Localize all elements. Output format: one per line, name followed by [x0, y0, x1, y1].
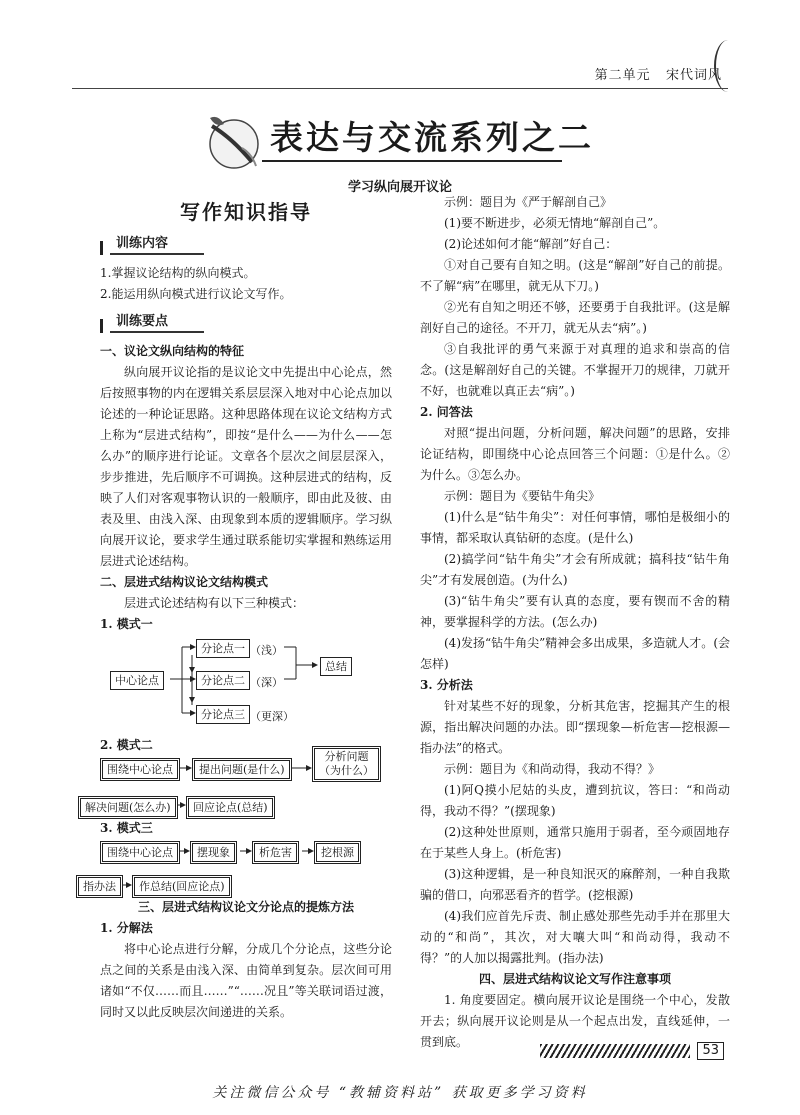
heading-3: 三、层进式结构议论文分论点的提炼方法	[137, 900, 354, 914]
right-paragraph: ①对自己要有自知之明。(这是“解剖”好自己的前提。不了解“病”在哪里，就无从下刀。)	[420, 258, 730, 293]
right-paragraph: (1)什么是“钻牛角尖”：对任何事情，哪怕是极细小的事情，都采取认真钻研的态度。(是什么)	[420, 510, 730, 545]
diagram-box: 析危害	[252, 841, 299, 864]
right-paragraph: (3)“钻牛角尖”要有认真的态度，要有锲而不舍的精神，要掌握科学的方法。(怎么办)	[420, 594, 730, 629]
right-paragraph: 示例：题目为《严于解剖自己》	[444, 195, 613, 209]
header-curve-ornament	[714, 40, 742, 92]
pattern-1-diagram	[100, 635, 392, 731]
right-paragraph: 1. 角度要固定。横向展开议论是围绕一个中心，发散开去；纵向展开议论则是从一个起点出发，直线延伸，一贯到底。	[420, 993, 730, 1049]
diagram-box: 中心论点	[110, 671, 164, 690]
pattern-2-label: 2. 模式二	[100, 738, 153, 752]
right-heading: 四、层进式结构议论文写作注意事项	[478, 972, 671, 986]
heading-training-points: 训练要点	[100, 311, 392, 335]
section-title: 写作知识指导	[180, 200, 312, 224]
heading-2: 二、层进式结构议论文结构模式	[100, 575, 269, 589]
right-paragraph: ③自我批评的勇气来源于对真理的追求和崇高的信念。(这是解剖好自己的关键。不掌握开刀的规律，刀就开不好，也就难以真正去“病”。)	[420, 342, 730, 398]
footer-notice: 关注微信公众号 “教辅资料站” 获取更多学习资料	[212, 1085, 588, 1101]
pattern-2-diagram	[85, 750, 392, 818]
title-underline	[262, 160, 562, 162]
right-paragraph: (2)搞学问“钻牛角尖”才会有所成就；搞科技“钻牛角尖”才有发展创造。(为什么)	[420, 552, 730, 587]
diagram-box: 分论点二	[196, 671, 250, 690]
heading-1: 一、议论文纵向结构的特征	[100, 344, 245, 358]
page-title: 表达与交流系列之二	[270, 118, 594, 157]
right-paragraph: 示例：题目为《和尚动得，我动不得？》	[444, 762, 661, 776]
right-paragraph: (2)论述如何才能“解剖”好自己：	[444, 237, 618, 251]
right-paragraph: (2)这种处世原则，通常只施用于弱者，至今顽固地存在于某些人身上。(析危害)	[420, 825, 730, 860]
right-paragraph: 示例：题目为《要钻牛角尖》	[444, 489, 601, 503]
right-paragraph: 针对某些不好的现象，分析其危害，挖掘其产生的根源，指出解决问题的办法。即“摆现象—析危害—挖根源—指办法”的格式。	[420, 699, 730, 755]
running-header	[595, 64, 722, 83]
pattern-3-diagram	[83, 839, 392, 897]
diagram-box: 分论点一	[196, 639, 250, 658]
diagram-box: 挖根源	[314, 841, 361, 864]
paragraph: 层进式论述结构有以下三种模式：	[124, 596, 305, 610]
page-number-ornament	[540, 1044, 690, 1058]
subtitle: 学习纵向展开议论	[347, 180, 452, 195]
paragraph: 纵向展开议论指的是议论文中先提出中心论点，然后按照事物的内在逻辑关系层层深入地对中心论点加以论述的一种论证思路。这种思路体现在议论文结构方式上称为“层进式结构”，即按“是什么——为什么——怎么办”的顺序进行论证。文章各个层次之间层层深入，步步推进，先后顺序不可调换。这种层进式的结构，反映了人们对客观事物认识的一般顺序，即由此及彼、由表及里、由浅入深、由现象到本质的逻辑顺序。学习纵向展开议论，要求学生通过联系能切实掌握和熟练运用层进式论述结构。	[100, 365, 392, 568]
method-1-label: 1. 分解法	[100, 921, 153, 935]
diagram-box: 提出问题(是什么)	[192, 758, 292, 781]
page-number: 53	[697, 1042, 724, 1060]
diagram-box: 作总结(回应论点)	[132, 875, 232, 898]
header-divider	[72, 88, 728, 89]
diagram-box: 回应论点(总结)	[186, 796, 275, 819]
right-paragraph: (1)要不断进步，必须无情地“解剖自己”。	[444, 216, 666, 230]
right-paragraph: 对照“提出问题，分析问题，解决问题”的思路，安排论证结构，即围绕中心论点回答三个问题：①是什么。②为什么。③怎么办。	[420, 426, 730, 482]
ink-brush-emblem-icon	[202, 108, 266, 172]
header-topic: 宋代词风	[665, 68, 722, 83]
diagram-note: （更深）	[250, 710, 294, 723]
pattern-1-label: 1. 模式一	[100, 617, 153, 631]
diagram-box: 围绕中心论点	[100, 841, 180, 864]
right-paragraph: (3)这种逻辑，是一种良知泯灭的麻醉剂，一种自我欺骗的借口，向邪恶看齐的哲学。(挖根源)	[420, 867, 730, 902]
right-paragraph: ②光有自知之明还不够，还要勇于自我批评。(这是解剖好自己的途径。不开刀，就无从去“病”。)	[420, 300, 730, 335]
right-heading: 3. 分析法	[420, 678, 473, 692]
right-paragraph: (4)发扬“钻牛角尖”精神会多出成果，多造就人才。(会怎样)	[420, 636, 730, 671]
pattern-3-label: 3. 模式三	[100, 821, 153, 835]
right-paragraph: (1)阿Q摸小尼姑的头皮，遭到抗议，答曰：“和尚动得，我动不得？”(摆现象)	[420, 783, 730, 818]
header-unit: 第二单元	[594, 68, 651, 83]
diagram-box: 指办法	[76, 875, 123, 898]
diagram-box: 摆现象	[190, 841, 237, 864]
right-heading: 2. 问答法	[420, 405, 473, 419]
right-column	[420, 192, 730, 1053]
diagram-box: 总结	[320, 657, 352, 676]
diagram-box: 解决问题(怎么办)	[78, 796, 178, 819]
diagram-box: 分析问题 （为什么）	[312, 746, 381, 782]
goal-item: 2.能运用纵向模式进行议论文写作。	[100, 287, 292, 301]
left-column	[83, 198, 392, 1023]
diagram-box: 围绕中心论点	[100, 758, 180, 781]
diagram-note: （深）	[250, 676, 283, 689]
heading-training-content: 训练内容	[100, 233, 392, 257]
diagram-note: （浅）	[250, 644, 283, 657]
right-paragraph: (4)我们应首先斥责、制止感处那些先动手并在那里大动的“和尚”，其次，对大嚷大叫“和尚动得，我动不得？”的人加以揭露批判。(指办法)	[420, 909, 730, 965]
paragraph: 将中心论点进行分解，分成几个分论点，这些分论点之间的关系是由浅入深、由简单到复杂。层次间可用诸如“不仅……而且……”“……况且”等关联词语过渡，同时又以此反映层次间递进的关系。	[100, 942, 392, 1019]
goal-item: 1.掌握议论结构的纵向模式。	[100, 266, 256, 280]
diagram-box: 分论点三	[196, 705, 250, 724]
